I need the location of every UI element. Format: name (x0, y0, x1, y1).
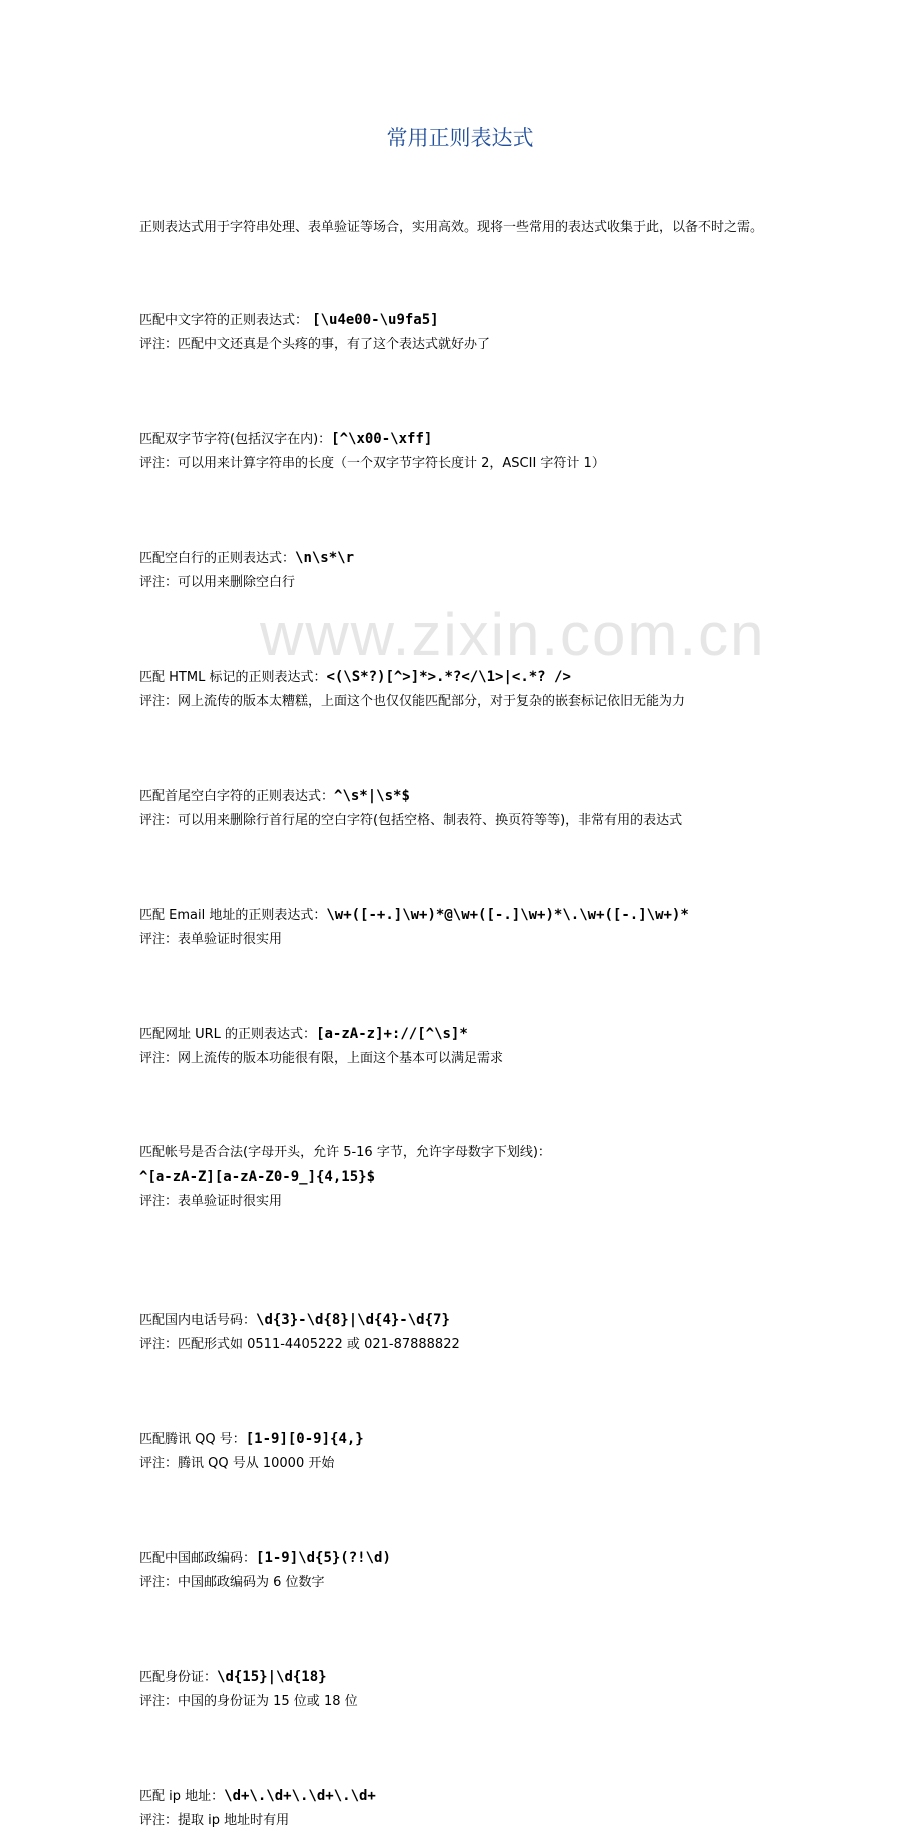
entry-pattern: [a-zA-z]+://[^\s]* (316, 1026, 468, 1042)
entry-note: 评注：表单验证时很实用 (139, 932, 283, 947)
entry-note: 评注：网上流传的版本功能很有限，上面这个基本可以满足需求 (139, 1051, 504, 1066)
entry-label: 匹配身份证： (139, 1670, 218, 1685)
entry-note: 评注：中国的身份证为 15 位或 18 位 (139, 1694, 358, 1709)
page-title: 常用正则表达式 (386, 126, 534, 150)
entry-label: 匹配网址 URL 的正则表达式： (139, 1027, 317, 1042)
entry-note: 评注：可以用来计算字符串的长度（一个双字节字符长度计 2，ASCII 字符计 1） (139, 456, 605, 471)
entry-label: 匹配腾讯 QQ 号： (139, 1432, 246, 1447)
entry-id-card (139, 1665, 799, 1714)
entry-blank-line (139, 546, 799, 595)
entry-chinese-chars (139, 308, 799, 357)
entry-pattern: [1-9][0-9]{4,} (245, 1431, 364, 1447)
entry-note: 评注：匹配形式如 0511-4405222 或 021-87888822 (139, 1337, 460, 1352)
intro-paragraph: 正则表达式用于字符串处理、表单验证等场合，实用高效。现将一些常用的表达式收集于此，以备不时之需。 (139, 220, 764, 235)
entry-note: 评注：提取 ip 地址时有用 (139, 1813, 290, 1828)
entry-account (139, 1141, 799, 1214)
entry-pattern: \d+\.\d+\.\d+\.\d+ (224, 1788, 376, 1804)
entry-note: 评注：可以用来删除空白行 (139, 575, 296, 590)
entry-pattern: \d{3}-\d{8}|\d{4}-\d{7} (256, 1312, 450, 1328)
entry-html-tag (139, 665, 799, 714)
entry-pattern: [1-9]\d{5}(?!\d) (256, 1550, 391, 1566)
entry-label: 匹配 ip 地址： (139, 1789, 225, 1804)
entry-label: 匹配 HTML 标记的正则表达式： (139, 670, 327, 685)
entry-email (139, 903, 799, 952)
entry-label: 匹配中国邮政编码： (139, 1551, 257, 1566)
entry-note: 评注：匹配中文还真是个头疼的事，有了这个表达式就好办了 (139, 337, 491, 352)
entry-pattern: \n\s*\r (295, 550, 355, 566)
entry-note: 评注：表单验证时很实用 (139, 1194, 283, 1209)
entry-pattern: ^\s*|\s*$ (334, 788, 410, 804)
watermark: www.zixin.com.cn (260, 601, 766, 668)
entry-postcode (139, 1546, 799, 1595)
entry-label: 匹配首尾空白字符的正则表达式： (139, 789, 335, 804)
entry-pattern: <(\S*?)[^>]*>.*?</\1>|<.*? /> (326, 669, 571, 685)
entry-note: 评注：腾讯 QQ 号从 10000 开始 (139, 1456, 335, 1471)
entry-qq (139, 1427, 799, 1476)
entry-label: 匹配 Email 地址的正则表达式： (139, 908, 327, 923)
entry-pattern: \d{15}|\d{18} (217, 1669, 327, 1685)
entry-label: 匹配空白行的正则表达式： (139, 551, 296, 566)
entry-note: 评注：网上流传的版本太糟糕，上面这个也仅仅能匹配部分，对于复杂的嵌套标记依旧无能为力 (139, 694, 686, 709)
entry-pattern: \w+([-+.]\w+)*@\w+([-.]\w+)*\.\w+([-.]\w+)* (326, 907, 689, 923)
entry-double-byte (139, 427, 799, 476)
entry-pattern: ^[a-zA-Z][a-zA-Z0-9_]{4,15}$ (139, 1169, 376, 1185)
entry-pattern: [^\x00-\xff] (331, 431, 433, 447)
entry-phone (139, 1308, 799, 1357)
entry-trim-whitespace (139, 784, 799, 833)
entry-label: 匹配国内电话号码： (139, 1313, 257, 1328)
entry-pattern: [\u4e00-\u9fa5] (312, 312, 439, 328)
entry-label: 匹配中文字符的正则表达式： (139, 313, 309, 328)
entry-label: 匹配双字节字符(包括汉字在内)： (139, 432, 332, 447)
entry-url (139, 1022, 799, 1071)
entry-note: 评注：中国邮政编码为 6 位数字 (139, 1575, 325, 1590)
entry-label: 匹配帐号是否合法(字母开头，允许 5-16 字节，允许字母数字下划线)： (139, 1145, 551, 1160)
entry-note: 评注：可以用来删除行首行尾的空白字符(包括空格、制表符、换页符等等)，非常有用的表达式 (139, 813, 683, 828)
entry-ip (139, 1784, 799, 1833)
